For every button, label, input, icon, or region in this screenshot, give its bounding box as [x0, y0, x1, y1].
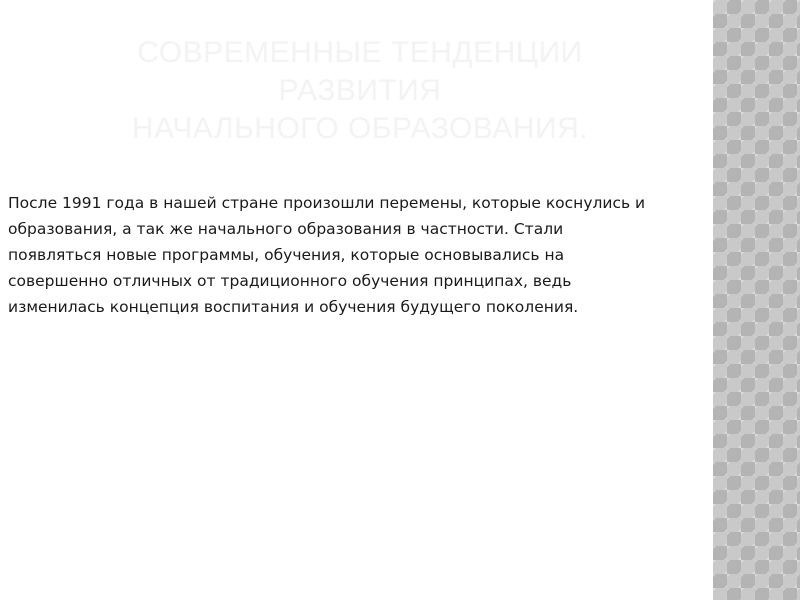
slide-title	[60, 34, 660, 148]
slide-title-line-1: СОВРЕМЕННЫЕ ТЕНДЕНЦИИ РАЗВИТИЯ	[137, 36, 583, 107]
slide-title-line-2: НАЧАЛЬНОГО ОБРАЗОВАНИЯ.	[131, 112, 589, 145]
slide-body-text: После 1991 года в нашей стране произошли перемены, которые коснулись и образования, а так же начального образования в частности. Стали появляться новые программы, обучения, которые основывались на совершенно отличных от традиционного обучения принципах, ведь изменилась концепция воспитания и обучения будущего поколения.	[8, 194, 646, 316]
decorative-pattern-strip	[713, 0, 800, 600]
